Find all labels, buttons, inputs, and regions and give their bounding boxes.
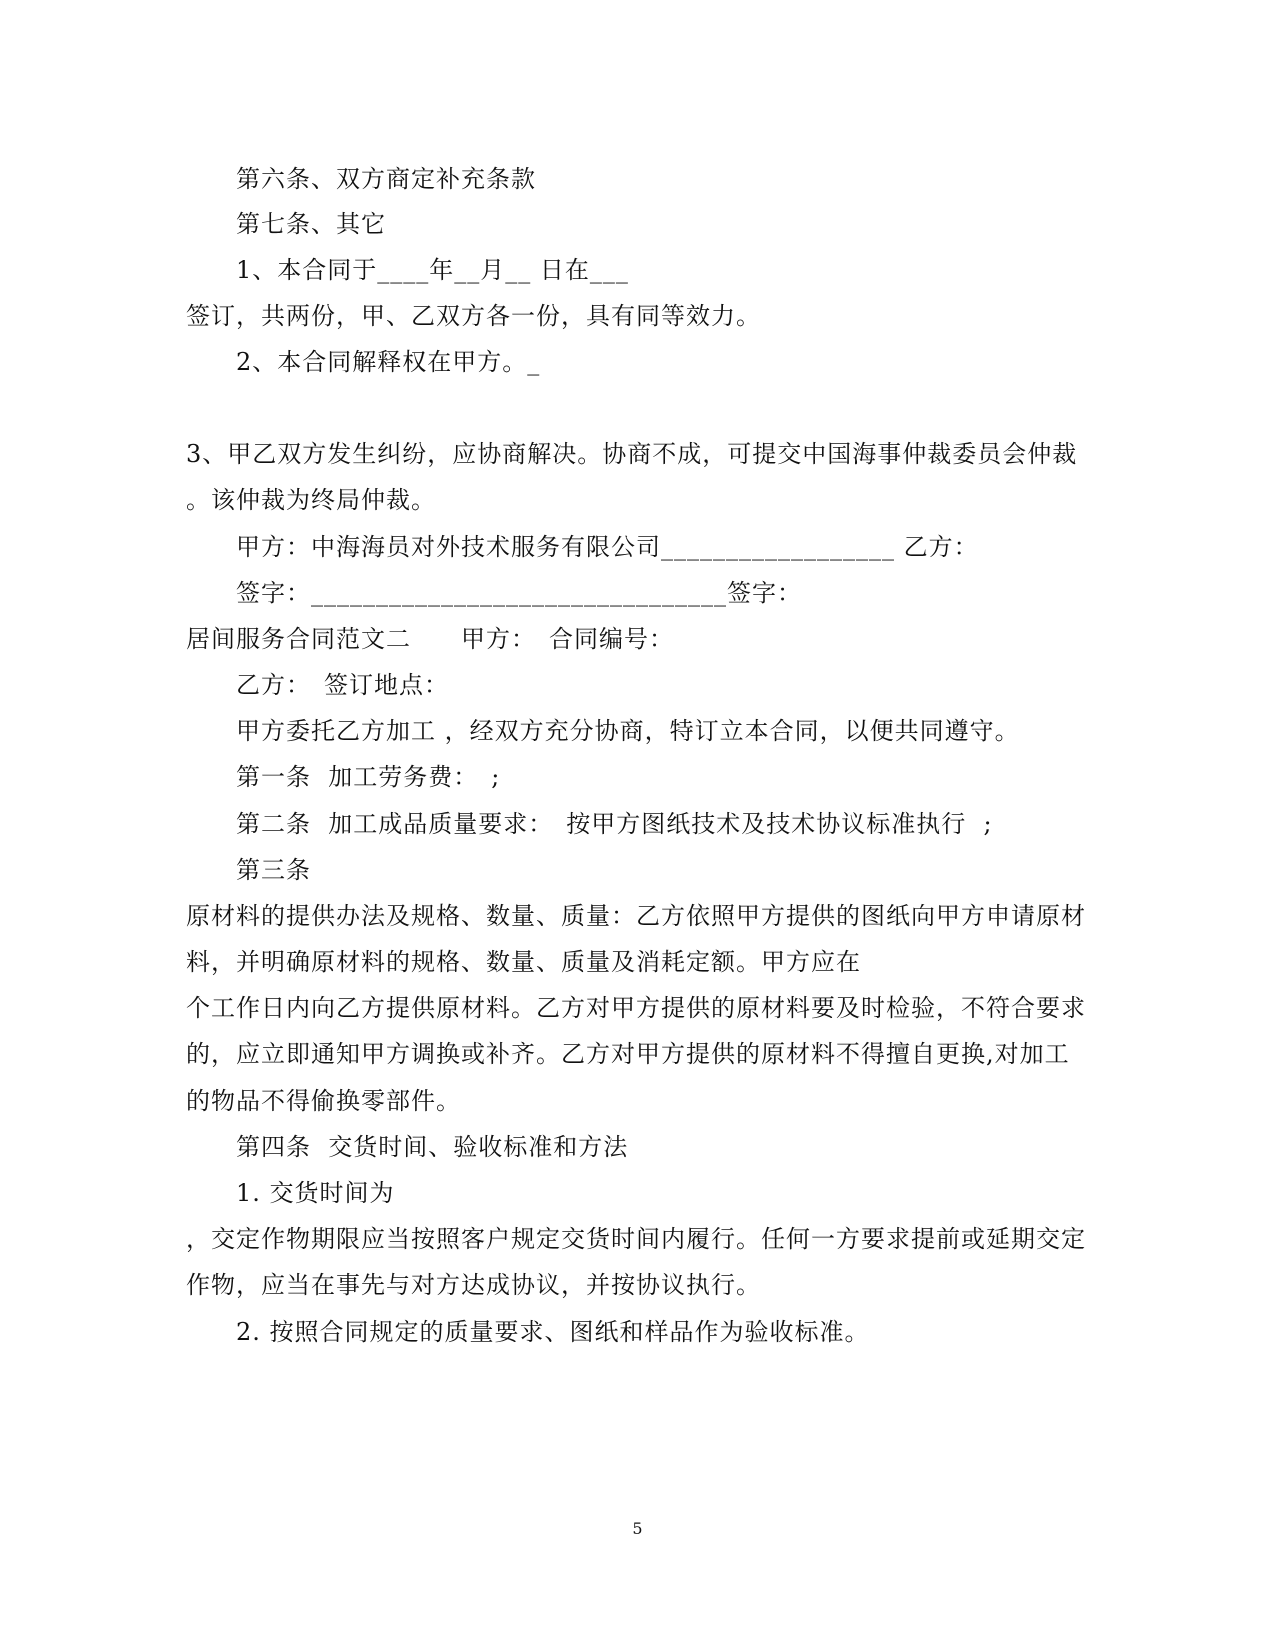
article-3-line-3: 个工作日内向乙方提供原材料。乙方对甲方提供的原材料要及时检验，不符合要求 bbox=[186, 994, 1086, 1022]
article-4-item-1-line-2: ，交定作物期限应当按照客户规定交货时间内履行。任何一方要求提前或延期交定 bbox=[186, 1225, 1086, 1253]
article-4-item-1-line-3: 作物，应当在事先与对方达成协议，并按协议执行。 bbox=[186, 1271, 761, 1299]
clause-7-3-line-2: 。该仲裁为终局仲裁。 bbox=[186, 486, 436, 514]
clause-7-1-line-1: 1、本合同于____年__月__ 日在___ bbox=[236, 256, 629, 284]
preamble: 甲方委托乙方加工 ，经双方充分协商，特订立本合同，以便共同遵守。 bbox=[236, 717, 1020, 745]
page-number: 5 bbox=[632, 1519, 643, 1538]
article-4-item-2: 2. 按照合同规定的质量要求、图纸和样品作为验收标准。 bbox=[236, 1318, 870, 1346]
clause-7-2: 2、本合同解释权在甲方。_ bbox=[236, 348, 541, 376]
article-3-line-4: 的，应立即通知甲方调换或补齐。乙方对甲方提供的原材料不得擅自更换,对加工 bbox=[186, 1040, 1070, 1068]
signature-line: 签字：________________________________签字： bbox=[236, 579, 802, 607]
article-4-heading: 第四条 交货时间、验收标准和方法 bbox=[236, 1133, 629, 1161]
clause-7-1-line-2: 签订，共两份，甲、乙双方各一份，具有同等效力。 bbox=[186, 302, 761, 330]
article-1: 第一条 加工劳务费： ; bbox=[236, 763, 501, 791]
article-6-heading: 第六条、双方商定补充条款 bbox=[236, 165, 536, 193]
clause-7-3-line-1: 3、甲乙双方发生纠纷，应协商解决。协商不成，可提交中国海事仲裁委员会仲裁 bbox=[186, 440, 1078, 468]
party-b-location-line: 乙方： 签订地点： bbox=[236, 671, 449, 699]
article-4-item-1: 1. 交货时间为 bbox=[236, 1179, 395, 1207]
article-2: 第二条 加工成品质量要求： 按甲方图纸技术及技术协议标准执行 ; bbox=[236, 810, 993, 838]
article-3-line-5: 的物品不得偷换零部件。 bbox=[186, 1087, 461, 1115]
contract-2-title-line: 居间服务合同范文二 甲方： 合同编号： bbox=[186, 625, 674, 653]
article-7-heading: 第七条、其它 bbox=[236, 210, 386, 238]
article-3-line-1: 原材料的提供办法及规格、数量、质量：乙方依照甲方提供的图纸向甲方申请原材 bbox=[186, 902, 1086, 930]
party-a-b-line: 甲方：中海海员对外技术服务有限公司__________________ 乙方： bbox=[236, 533, 979, 561]
article-3-line-2: 料，并明确原材料的规格、数量、质量及消耗定额。甲方应在 bbox=[186, 948, 861, 976]
article-3-heading: 第三条 bbox=[236, 856, 311, 884]
